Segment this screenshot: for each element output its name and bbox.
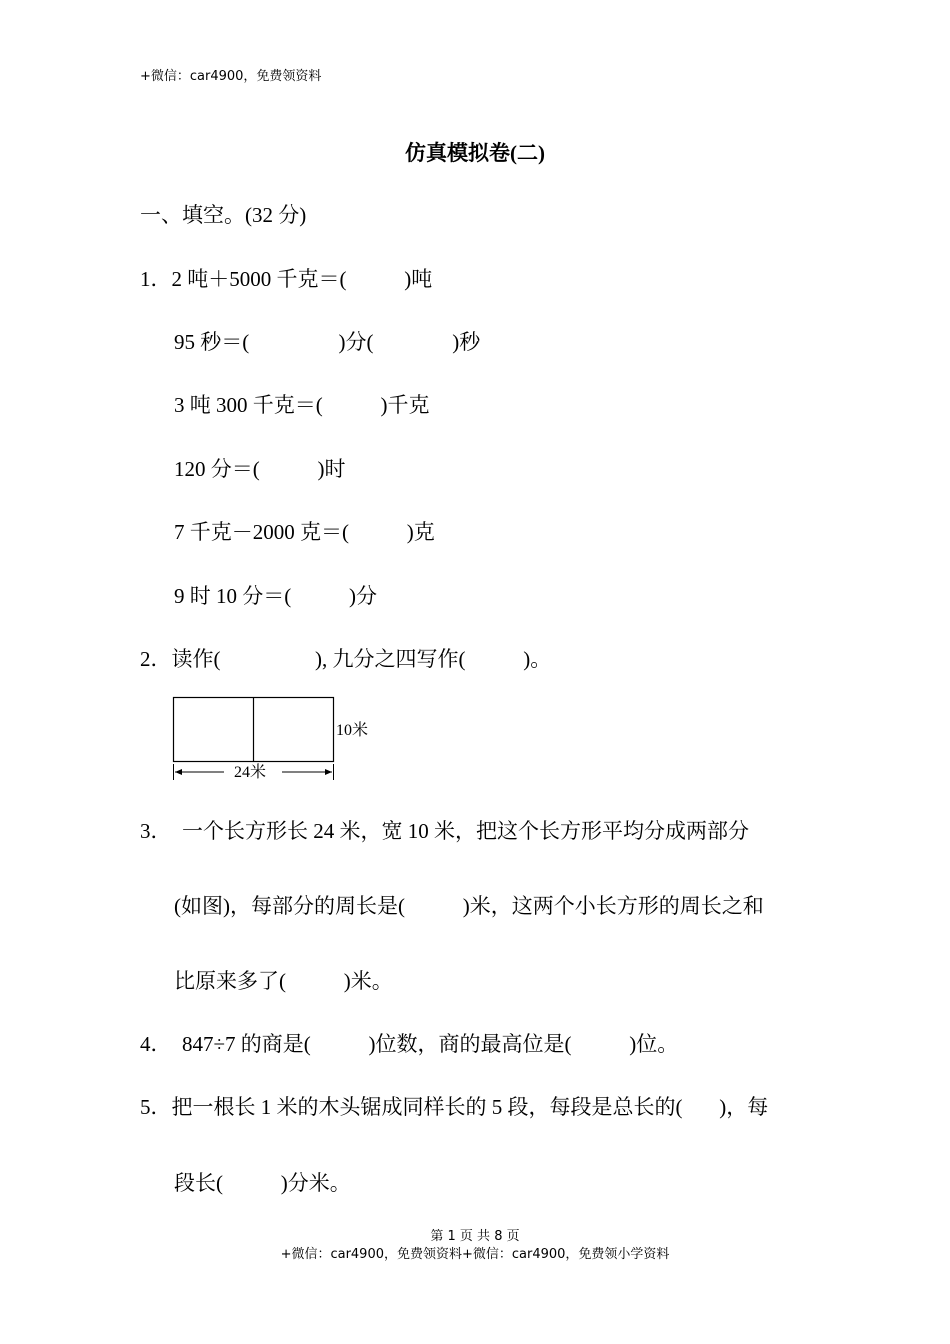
q1-line-6: 9 时 10 分＝( )分	[174, 584, 377, 608]
rectangle-figure	[172, 696, 392, 791]
arrowhead-left	[175, 769, 182, 775]
q1-line-1: 1．2 吨＋5000 千克＝( )吨	[140, 267, 433, 291]
q5-line-2: 段长( )分米。	[174, 1171, 351, 1195]
rectangle-diagram	[172, 696, 392, 786]
q1-line-4: 120 分＝( )时	[174, 457, 346, 481]
page-title: 仿真模拟卷(二)	[405, 141, 545, 165]
q5-line-1: 5．把一根长 1 米的木头锯成同样长的 5 段，每段是总长的( )，每	[140, 1095, 769, 1119]
q1-line-3: 3 吨 300 千克＝( )千克	[174, 393, 430, 417]
page-number: 第 1 页 共 8 页	[430, 1229, 520, 1244]
height-label: 10米	[336, 722, 369, 739]
q4: 4． 847÷7 的商是( )位数，商的最高位是( )位。	[140, 1032, 679, 1056]
width-label: 24米	[234, 764, 267, 781]
footer-watermark: +微信：car4900，免费领资料+微信：car4900，免费领小学资料	[280, 1247, 670, 1262]
section-heading: 一、填空。(32 分)	[140, 203, 307, 227]
q3-line-1: 3． 一个长方形长 24 米，宽 10 米，把这个长方形平均分成两部分	[140, 819, 749, 843]
q3-line-3: 比原来多了( )米。	[174, 969, 393, 993]
q1-line-2: 95 秒＝( )分( )秒	[174, 330, 481, 354]
q3-line-2: (如图)，每部分的周长是( )米，这两个小长方形的周长之和	[174, 894, 764, 918]
q2: 2．读作( ), 九分之四写作( )。	[140, 647, 552, 671]
q1-line-5: 7 千克－2000 克＝( )克	[174, 520, 435, 544]
arrowhead-right	[325, 769, 332, 775]
header-watermark: +微信：car4900，免费领资料	[140, 69, 322, 84]
